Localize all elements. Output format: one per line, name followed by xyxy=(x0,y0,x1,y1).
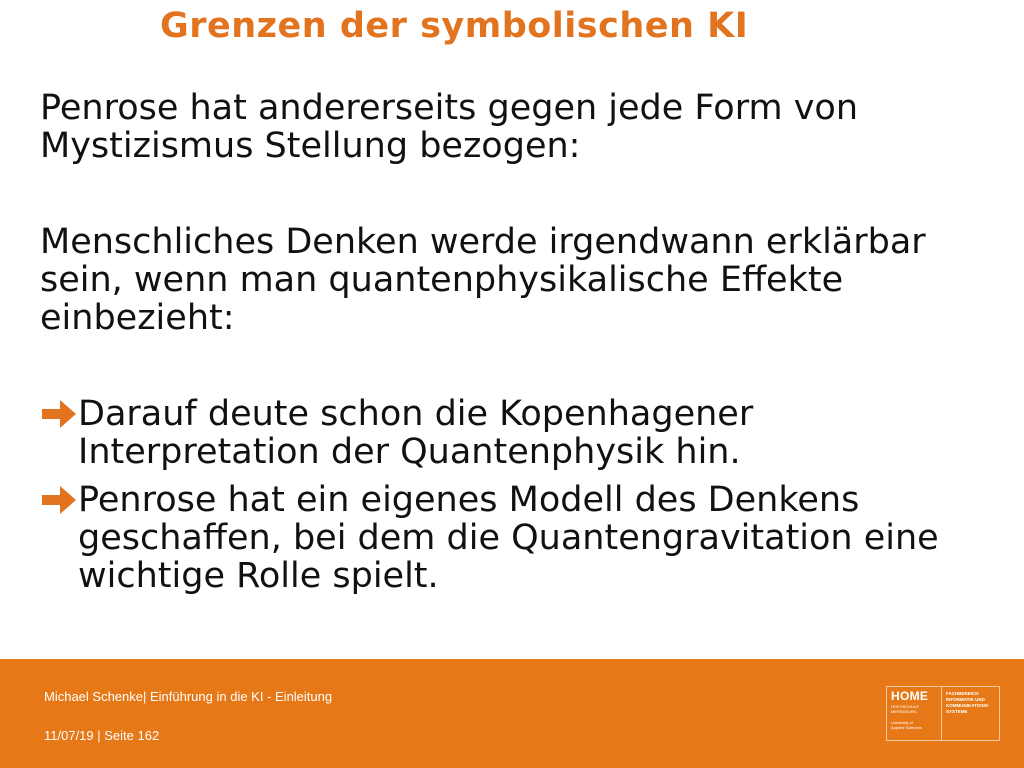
footer-bar xyxy=(0,659,1024,768)
logo-department-line: FACHBEREICH xyxy=(946,691,979,696)
logo-department-line: SYSTEME xyxy=(946,709,968,714)
paragraph-human-thinking: Menschliches Denken werde irgendwann erklärbar sein, wenn man quantenphysikalische Effekte einbezieht: xyxy=(40,222,926,338)
logo-line: University of xyxy=(891,720,914,725)
logo-line: HOCHSCHULE xyxy=(891,704,920,709)
footer-date-page: 11/07/19 | Seite 162 xyxy=(44,728,160,743)
logo-line: MERSEBURG xyxy=(891,709,917,714)
bullet-item xyxy=(40,395,940,471)
right-arrow-icon xyxy=(40,397,78,431)
logo-brand-block xyxy=(887,687,942,740)
bullet-text: Penrose hat ein eigenes Modell des Denkens geschaffen, bei dem die Quantengravitation eine wichtige Rolle spielt. xyxy=(78,480,939,596)
bullet-item xyxy=(40,481,940,595)
slide-title: Grenzen der symbolischen KI xyxy=(160,6,749,46)
logo-line: Applied Sciences xyxy=(891,725,922,730)
logo-brand: HOME xyxy=(891,689,929,703)
logo-department-line: INFORMATIK UND xyxy=(946,697,985,702)
university-logo xyxy=(886,686,1000,741)
logo-department-line: KOMMUNIKATIONS- xyxy=(946,703,990,708)
footer-author-course: Michael Schenke| Einführung in die KI - Einleitung xyxy=(44,689,333,704)
right-arrow-icon xyxy=(40,483,78,517)
paragraph-penrose-mysticism: Penrose hat andererseits gegen jede Form von Mystizismus Stellung bezogen: xyxy=(40,88,859,166)
bullet-text: Darauf deute schon die Kopenhagener Interpretation der Quantenphysik hin. xyxy=(78,394,754,472)
